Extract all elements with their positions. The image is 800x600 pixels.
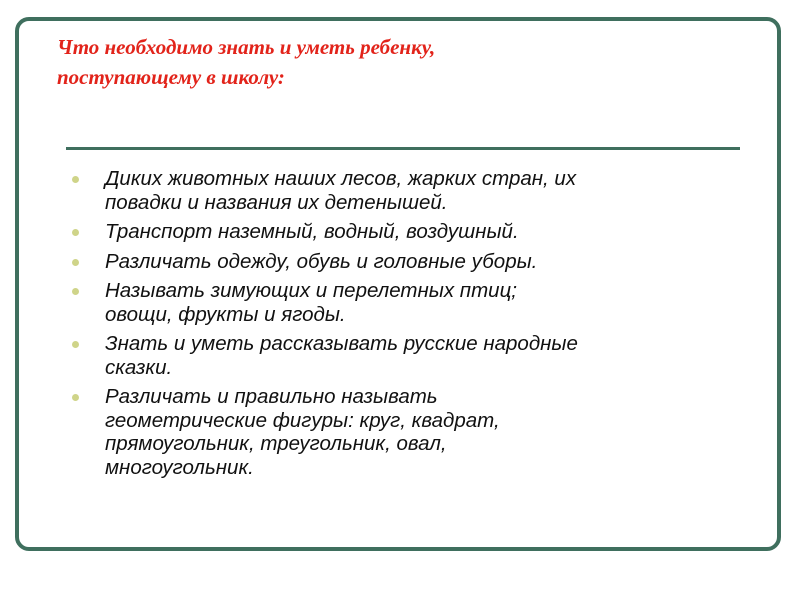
bullet-text: Называть зимующих и перелетных птиц; овощи, фрукты и ягоды. xyxy=(105,279,517,326)
title-divider xyxy=(66,147,740,150)
bullet-item-shapes xyxy=(70,385,750,479)
bullet-dot-icon xyxy=(72,176,79,183)
slide-title xyxy=(57,32,757,92)
bullet-item-birds xyxy=(70,279,750,326)
bullet-dot-icon xyxy=(72,259,79,266)
bullet-text: Различать и правильно называть геометрические фигуры: круг, квадрат, прямоугольник, треугольник, овал, многоугольник. xyxy=(105,385,500,479)
bullet-item-animals xyxy=(70,167,750,214)
bullet-list xyxy=(70,167,750,485)
bullet-text: Различать одежду, обувь и головные уборы. xyxy=(105,249,538,273)
bullet-item-clothes xyxy=(70,250,750,274)
bullet-text: Диких животных наших лесов, жарких стран, их повадки и названия их детенышей. xyxy=(105,167,577,214)
slide-title-line-1: Что необходимо знать и уметь ребенку, xyxy=(57,35,436,59)
bullet-item-transport xyxy=(70,220,750,244)
bullet-item-fairy-tales xyxy=(70,332,750,379)
bullet-dot-icon xyxy=(72,394,79,401)
slide-title-line-2: поступающему в школу: xyxy=(57,65,285,89)
bullet-text: Транспорт наземный, водный, воздушный. xyxy=(105,220,519,243)
bullet-dot-icon xyxy=(72,288,79,295)
bullet-dot-icon xyxy=(72,341,79,348)
bullet-dot-icon xyxy=(72,229,79,236)
bullet-text: Знать и уметь рассказывать русские народные сказки. xyxy=(105,332,578,379)
